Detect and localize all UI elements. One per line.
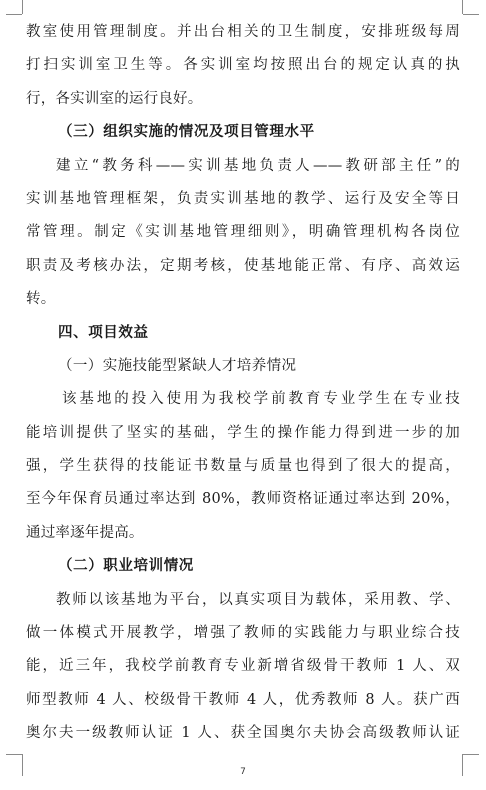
section-heading-organization: （三）组织实施的情况及项目管理水平 [58,124,315,141]
crop-mark-top-left [22,0,23,14]
crop-mark-bottom-left [6,754,22,755]
crop-mark-bottom-right [463,754,479,755]
body-text-line: 奥尔夫一级教师认证 1 人、获全国奥尔夫协会高级教师认证 [26,725,460,742]
body-text-line: 教室使用管理制度。并出台相关的卫生制度，安排班级每周 [26,24,460,40]
subsection-heading-talent-training: （一）实施技能型紧缺人才培养情况 [58,357,297,374]
crop-mark-top-right [462,0,463,14]
body-text-line: 行，各实训室的运行良好。 [26,90,203,107]
body-text-line: 教师以该基地为平台，以真实项目为载体，采用教、学、 [56,591,460,608]
body-text-line: 打扫实训室卫生等。各实训室均按照出台的规定认真的执 [26,57,460,74]
body-text-line: 师型教师 4 人、校级骨干教师 4 人，优秀教师 8 人。获广西 [26,691,460,708]
body-text-line: 常管理。制定《实训基地管理细则》，明确管理机构各岗位 [26,224,460,241]
body-text-line: 强，学生获得的技能证书数量与质量也得到了很大的提高， [26,458,460,475]
body-text-line: 能，近三年，我校学前教育专业新增省级骨干教师 1 人、双 [26,658,460,675]
subsection-heading-vocational-training: （二）职业培训情况 [58,558,194,575]
body-text-line: 做一体模式开展教学，增强了教师的实践能力与职业综合技 [26,625,460,642]
section-heading-project-benefits: 四、项目效益 [58,324,149,341]
body-text-line: 职责及考核办法，定期考核，使基地能正常、有序、高效运 [26,257,460,274]
body-text-line: 该基地的投入使用为我校学前教育专业学生在专业技 [62,391,460,408]
body-text-line: 能培训提供了坚实的基础，学生的操作能力得到进一步的加 [26,424,460,441]
body-text-line: 通过率逐年提高。 [26,524,144,541]
crop-mark-top-left [6,14,22,15]
body-text-line: 至今年保育员通过率达到 80%，教师资格证通过率达到 20%， [26,491,460,508]
body-text-line: 转。 [26,291,56,308]
document-body [26,16,460,751]
body-text-line: 实训基地管理框架，负责实训基地的教学、运行及安全等日 [26,190,460,207]
body-text-line: 建立“教务科——实训基地负责人——教研部主任”的 [56,157,460,174]
crop-mark-top-right [463,14,479,15]
page-number: 7 [240,767,246,777]
